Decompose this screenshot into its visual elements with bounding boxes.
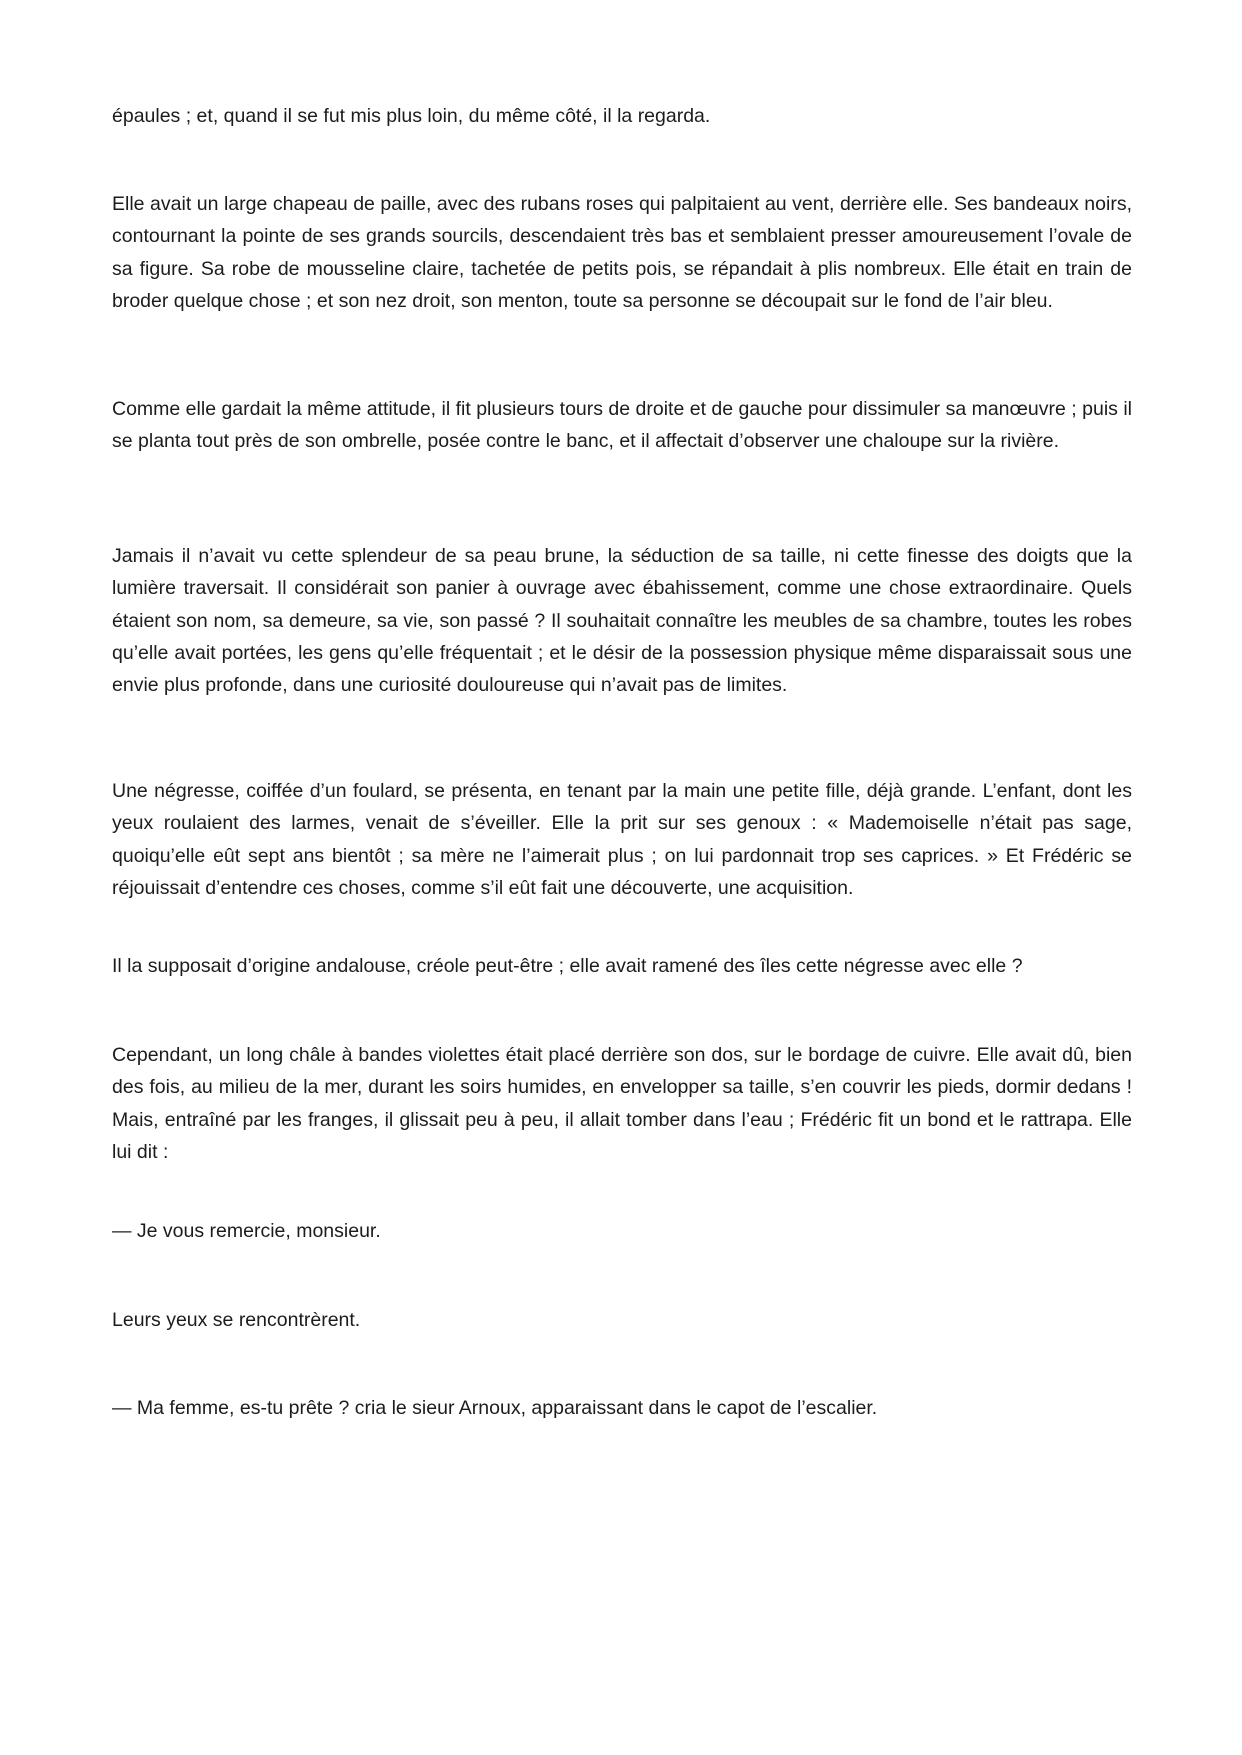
paragraph-7: Cependant, un long châle à bandes violettes était placé derrière son dos, sur le bordage de cuivre. Elle avait dû, bien des fois, au milieu de la mer, durant les soirs humides, en envelopper sa taille, s’en couvrir les pieds, dormir dedans ! Mais, entraîné par les franges, il glissait peu à peu, il allait tomber dans l’eau ; Frédéric fit un bond et le rattrapa. Elle lui dit : [112,1044,1132,1163]
paragraph-2: Elle avait un large chapeau de paille, avec des rubans roses qui palpitaient au vent, derrière elle. Ses bandeaux noirs, contournant la pointe de ses grands sourcils, descendaient très bas et semblaient presser amoureusement l’ovale de sa figure. Sa robe de mousseline claire, tachetée de petits pois, se répandait à plis nombreux. Elle était en train de broder quelque chose ; et son nez droit, son menton, toute sa personne se découpait sur le fond de l’air bleu. [112,193,1132,312]
paragraph-10: — Ma femme, es-tu prête ? cria le sieur Arnoux, apparaissant dans le capot de l’escalier. [112,1397,878,1419]
paragraph-5: Une négresse, coiffée d’un foulard, se présenta, en tenant par la main une petite fille, déjà grande. L’enfant, dont les yeux roulaient des larmes, venait de s’éveiller. Elle la prit sur ses genoux : « Mademoiselle n’était pas sage, quoiqu’elle eût sept ans bientôt ; sa mère ne l’aimerait plus ; on lui pardonnait trop ses caprices. » Et Frédéric se réjouissait d’entendre ces choses, comme s’il eût fait une découverte, une acquisition. [112,780,1132,899]
paragraph-4: Jamais il n’avait vu cette splendeur de sa peau brune, la séduction de sa taille, ni cette finesse des doigts que la lumière traversait. Il considérait son panier à ouvrage avec ébahissement, comme une chose extraordinaire. Quels étaient son nom, sa demeure, sa vie, son passé ? Il souhaitait connaître les meubles de sa chambre, toutes les robes qu’elle avait portées, les gens qu’elle fréquentait ; et le désir de la possession physique même disparaissait sous une envie plus profonde, dans une curiosité douloureuse qui n’avait pas de limites. [112,545,1132,697]
paragraph-3: Comme elle gardait la même attitude, il fit plusieurs tours de droite et de gauche pour dissimuler sa manœuvre ; puis il se planta tout près de son ombrelle, posée contre le banc, et il affectait d’observer une chaloupe sur la rivière. [112,398,1132,453]
paragraph-6: Il la supposait d’origine andalouse, créole peut-être ; elle avait ramené des îles cette négresse avec elle ? [112,955,1023,977]
paragraph-1: épaules ; et, quand il se fut mis plus loin, du même côté, il la regarda. [112,105,711,127]
paragraph-8: — Je vous remercie, monsieur. [112,1220,381,1242]
paragraph-9: Leurs yeux se rencontrèrent. [112,1309,361,1331]
